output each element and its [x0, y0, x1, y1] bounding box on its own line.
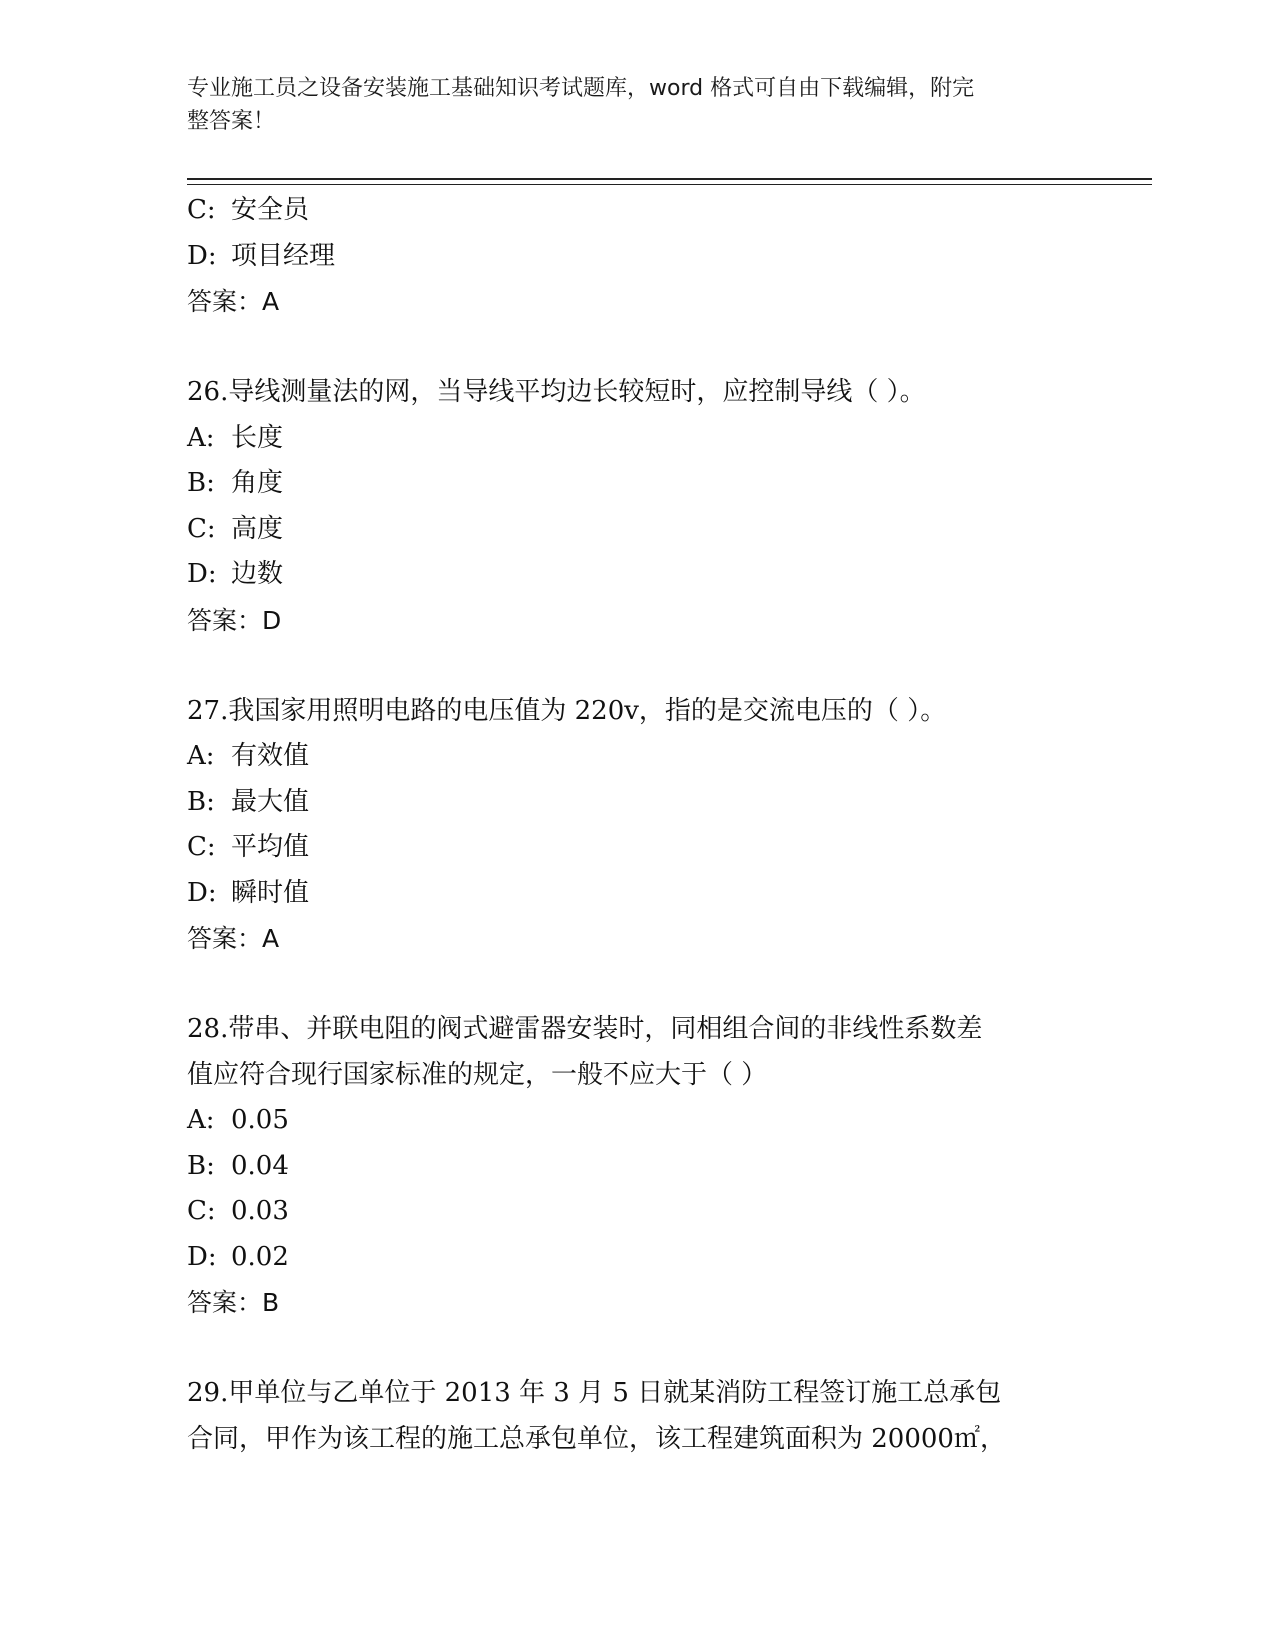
question-stem: 28.带串、并联电阻的阀式避雷器安装时，同相组合间的非线性系数差: [187, 1014, 983, 1044]
header-rule-thick: [187, 178, 1152, 180]
answer: 答案：D: [187, 605, 282, 635]
header-rule-thin: [187, 184, 1152, 185]
option-d: D: 瞬时值: [187, 877, 310, 908]
question-stem: 合同，甲作为该工程的施工总承包单位，该工程建筑面积为 20000㎡，: [187, 1423, 1006, 1454]
option-c: C: 0.03: [187, 1196, 289, 1226]
answer: 答案：B: [187, 1288, 280, 1317]
question-stem: 值应符合现行国家标准的规定，一般不应大于（ ）: [187, 1059, 768, 1090]
question-27: [187, 689, 1087, 962]
option-c: C: 平均值: [187, 832, 310, 862]
question-28: [187, 1007, 1087, 1326]
option-b: B: 0.04: [187, 1150, 289, 1181]
header-line-2: 整答案！: [187, 109, 276, 134]
option-b: B: 角度: [187, 468, 284, 498]
question-26: [187, 370, 1087, 643]
answer: 答案：A: [187, 287, 280, 316]
option-c: C: 安全员: [187, 195, 310, 225]
option-a: A: 有效值: [187, 741, 310, 771]
spacer: [187, 643, 1087, 689]
header-line-1: 专业施工员之设备安装施工基础知识考试题库，word 格式可自由下载编辑，附完: [187, 76, 975, 101]
spacer: [187, 325, 1087, 371]
option-a: A: 长度: [187, 422, 284, 453]
spacer: [187, 962, 1087, 1008]
document-header: [187, 72, 1067, 138]
option-d: D: 边数: [187, 559, 284, 589]
question-stem: 29.甲单位与乙单位于 2013 年 3 月 5 日就某消防工程签订施工总承包: [187, 1378, 1002, 1408]
answer: 答案：A: [187, 924, 280, 953]
question-29: [187, 1371, 1087, 1462]
option-a: A: 0.05: [187, 1105, 289, 1135]
question-25-continued: [187, 188, 1087, 325]
question-stem: 27.我国家用照明电路的电压值为 220v，指的是交流电压的（ ）。: [187, 695, 947, 726]
spacer: [187, 1326, 1087, 1372]
question-list: [187, 188, 1087, 1462]
option-d: D: 项目经理: [187, 240, 336, 271]
option-b: B: 最大值: [187, 786, 310, 817]
option-d: D: 0.02: [187, 1241, 289, 1272]
question-stem: 26.导线测量法的网，当导线平均边长较短时，应控制导线（ ）。: [187, 377, 926, 407]
option-c: C: 高度: [187, 513, 284, 544]
